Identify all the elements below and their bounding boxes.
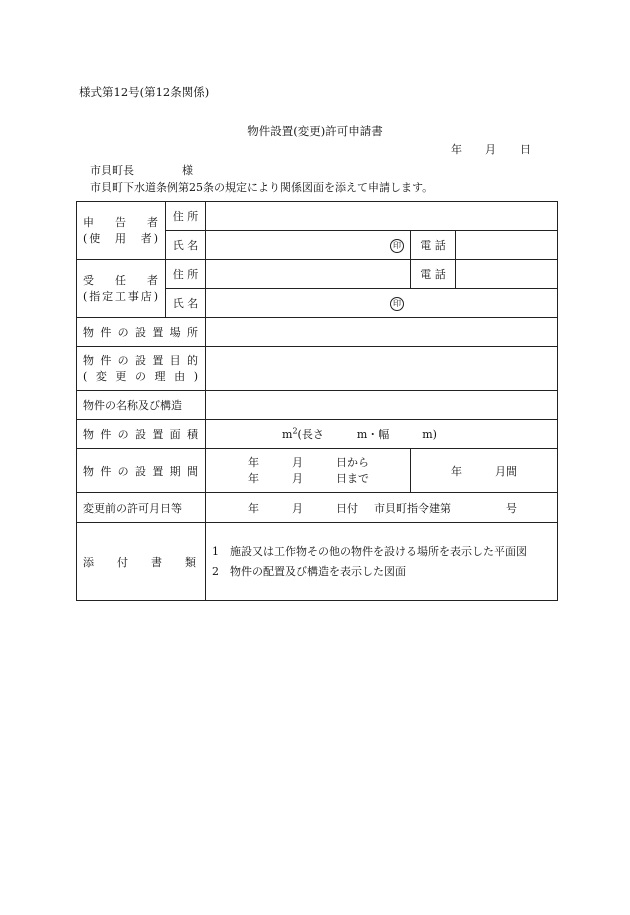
- prior-permit-date: 年 月 日付: [248, 501, 358, 515]
- attachments-row: [77, 523, 558, 601]
- area-dimensions: (長さ m・幅 m): [297, 428, 437, 441]
- name-structure-field[interactable]: [206, 391, 558, 420]
- location-row: [77, 318, 558, 347]
- document-title: 物件設置(変更)許可申請書: [247, 124, 383, 138]
- intro-statement: 市貝町下水道条例第25条の規定により関係図面を添えて申請します。: [90, 181, 434, 194]
- applicant-name-field[interactable]: [206, 231, 411, 260]
- period-duration-field[interactable]: 年 月間: [411, 449, 558, 493]
- applicant-label: [77, 202, 166, 260]
- period-from: 年 月 日から: [248, 455, 369, 469]
- period-label: 物件の設置期間: [77, 449, 206, 493]
- applicant-name-label: 氏 名: [166, 231, 206, 260]
- contractor-address-row: [77, 260, 558, 289]
- applicant-label-main: 申 告 者: [83, 215, 159, 229]
- name-structure-label: 物件の名称及び構造: [77, 391, 206, 420]
- contractor-phone-label: 電 話: [411, 260, 456, 289]
- applicant-seal-mark: 印: [390, 239, 404, 253]
- prior-permit-row: [77, 493, 558, 523]
- purpose-label-sub: (変更の理由): [83, 369, 199, 383]
- form-number: 様式第12号(第12条関係): [79, 85, 210, 99]
- applicant-address-label: 住 所: [166, 202, 206, 231]
- contractor-address-label: 住 所: [166, 260, 206, 289]
- contractor-name-label: 氏 名: [166, 289, 206, 318]
- attachment-item: 2 物件の配置及び構造を表示した図面: [212, 564, 406, 578]
- location-field[interactable]: [206, 318, 558, 347]
- contractor-phone-field[interactable]: [456, 260, 558, 289]
- location-label: 物件の設置場所: [77, 318, 206, 347]
- contractor-address-field[interactable]: [206, 260, 411, 289]
- attachments-field: [206, 523, 558, 601]
- applicant-address-field[interactable]: [206, 202, 558, 231]
- area-field[interactable]: [206, 420, 558, 449]
- contractor-label-sub: (指定工事店): [83, 289, 159, 303]
- applicant-label-sub: (使 用 者): [83, 231, 159, 245]
- application-form-table: [76, 201, 558, 601]
- name-structure-row: [77, 391, 558, 420]
- attachments-label: 添付書類: [77, 523, 206, 601]
- period-row: [77, 449, 558, 493]
- contractor-seal-mark: 印: [390, 297, 404, 311]
- prior-permit-label: 変更前の許可月日等: [77, 493, 206, 523]
- date-month: 月: [485, 143, 496, 156]
- period-to: 年 月 日まで: [248, 471, 369, 485]
- purpose-field[interactable]: [206, 347, 558, 391]
- contractor-label-main: 受 任 者: [83, 273, 159, 287]
- prior-permit-number: 市貝町指令建第 号: [374, 501, 517, 515]
- date-day: 日: [520, 143, 531, 156]
- addressee-honorific: 様: [182, 164, 193, 177]
- area-row: [77, 420, 558, 449]
- purpose-row: [77, 347, 558, 391]
- applicant-address-row: [77, 202, 558, 231]
- purpose-label: [77, 347, 206, 391]
- addressee-name: 市貝町長: [90, 164, 134, 177]
- date-year: 年: [451, 143, 462, 156]
- area-unit-superscript: 2: [292, 426, 298, 436]
- area-unit: m: [282, 428, 293, 441]
- purpose-label-main: 物件の設置目的: [83, 353, 199, 367]
- area-label: 物件の設置面積: [77, 420, 206, 449]
- applicant-phone-field[interactable]: [456, 231, 558, 260]
- prior-permit-field[interactable]: [206, 493, 558, 523]
- contractor-label: [77, 260, 166, 318]
- contractor-name-field[interactable]: [206, 289, 558, 318]
- applicant-phone-label: 電 話: [411, 231, 456, 260]
- attachment-item: 1 施設又は工作物その他の物件を設ける場所を表示した平面図: [212, 544, 527, 558]
- period-dates-field[interactable]: [206, 449, 411, 493]
